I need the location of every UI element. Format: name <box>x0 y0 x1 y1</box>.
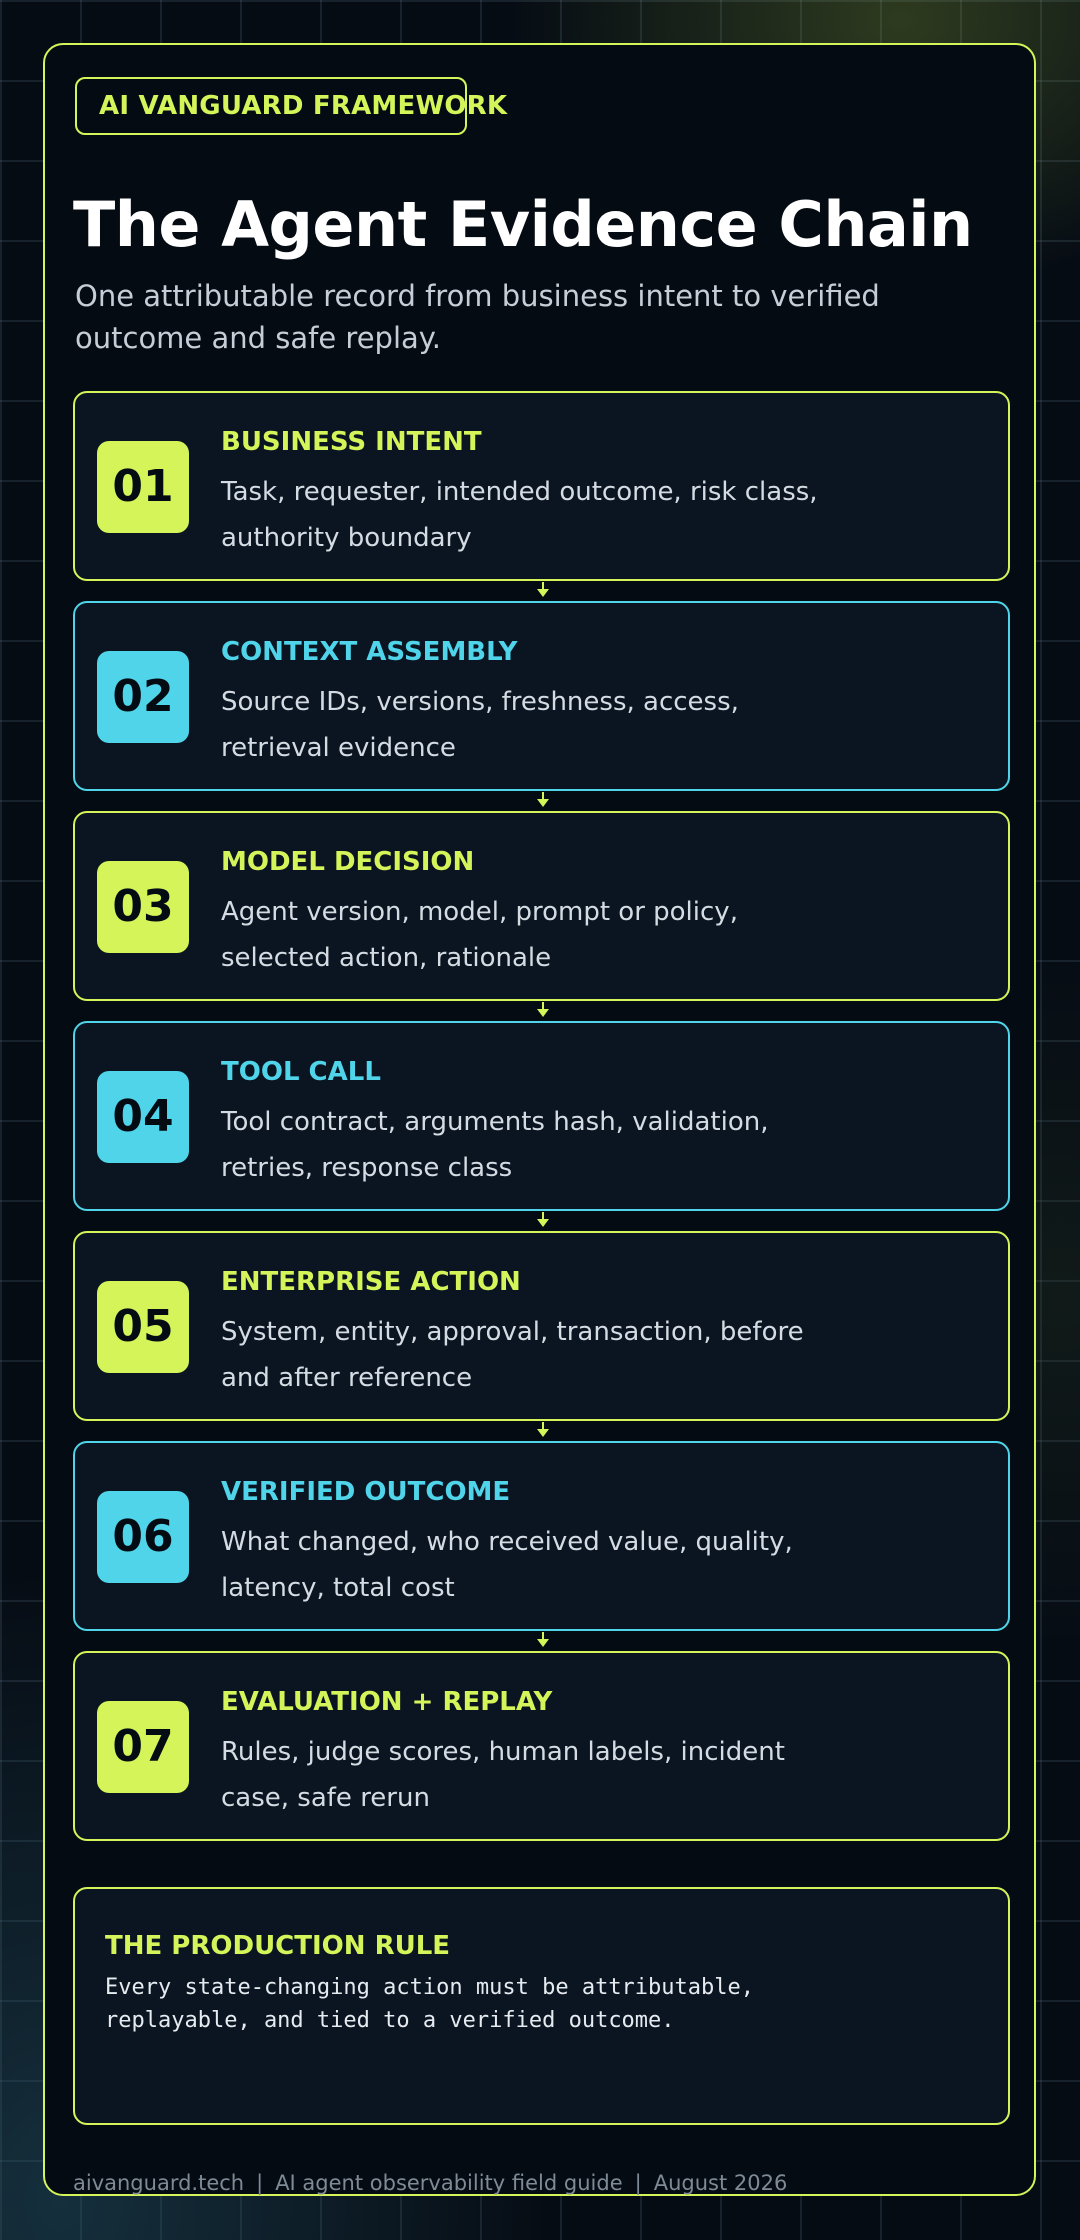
step-number-badge: 05 <box>97 1281 189 1373</box>
footer-site: aivanguard.tech <box>73 2171 245 2195</box>
arrow-down-icon <box>535 582 551 598</box>
step-card-verified-outcome <box>73 1441 1010 1631</box>
step-title: CONTEXT ASSEMBLY <box>221 637 518 667</box>
arrow-down-icon <box>535 1632 551 1648</box>
step-number-badge: 02 <box>97 651 189 743</box>
step-card-model-decision <box>73 811 1010 1001</box>
step-card-tool-call <box>73 1021 1010 1211</box>
step-description: Rules, judge scores, human labels, incident case, safe rerun <box>221 1737 785 1813</box>
rule-text: Every state-changing action must be attributable, replayable, and tied to a verified outcome. <box>105 1975 755 2033</box>
footer-separator: | <box>256 2171 264 2195</box>
evidence-chain <box>73 391 1010 1841</box>
step-number-badge: 06 <box>97 1491 189 1583</box>
footer <box>73 2169 787 2197</box>
footer-date: August 2026 <box>653 2171 788 2195</box>
step-description: Source IDs, versions, freshness, access, retrieval evidence <box>221 687 739 763</box>
footer-guide: AI agent observability field guide <box>275 2171 623 2195</box>
production-rule-callout <box>73 1887 1010 2125</box>
step-title: MODEL DECISION <box>221 847 475 877</box>
step-title: TOOL CALL <box>221 1057 381 1087</box>
arrow-down-icon <box>535 792 551 808</box>
step-card-enterprise-action <box>73 1231 1010 1421</box>
step-number-badge: 01 <box>97 441 189 533</box>
step-description: System, entity, approval, transaction, before and after reference <box>221 1317 804 1393</box>
step-title: BUSINESS INTENT <box>221 427 482 457</box>
step-description: Tool contract, arguments hash, validation, retries, response class <box>221 1107 769 1183</box>
arrow-down-icon <box>535 1002 551 1018</box>
step-card-business-intent <box>73 391 1010 581</box>
rule-title: THE PRODUCTION RULE <box>105 1931 451 1961</box>
step-card-evaluation-replay <box>73 1651 1010 1841</box>
step-description: What changed, who received value, quality, latency, total cost <box>221 1527 793 1603</box>
step-title: ENTERPRISE ACTION <box>221 1267 521 1297</box>
step-description: Agent version, model, prompt or policy, selected action, rationale <box>221 897 738 973</box>
footer-separator: | <box>634 2171 642 2195</box>
step-title: EVALUATION + REPLAY <box>221 1687 553 1717</box>
framework-tag: AI VANGUARD FRAMEWORK <box>75 77 467 135</box>
step-number-badge: 07 <box>97 1701 189 1793</box>
poster-frame <box>43 43 1036 2196</box>
step-card-context-assembly <box>73 601 1010 791</box>
step-number-badge: 03 <box>97 861 189 953</box>
step-title: VERIFIED OUTCOME <box>221 1477 511 1507</box>
arrow-down-icon <box>535 1422 551 1438</box>
page-title: The Agent Evidence Chain <box>73 188 973 261</box>
step-description: Task, requester, intended outcome, risk class, authority boundary <box>221 477 818 553</box>
page-subtitle: One attributable record from business intent to verified outcome and safe replay. <box>75 279 880 355</box>
step-number-badge: 04 <box>97 1071 189 1163</box>
arrow-down-icon <box>535 1212 551 1228</box>
